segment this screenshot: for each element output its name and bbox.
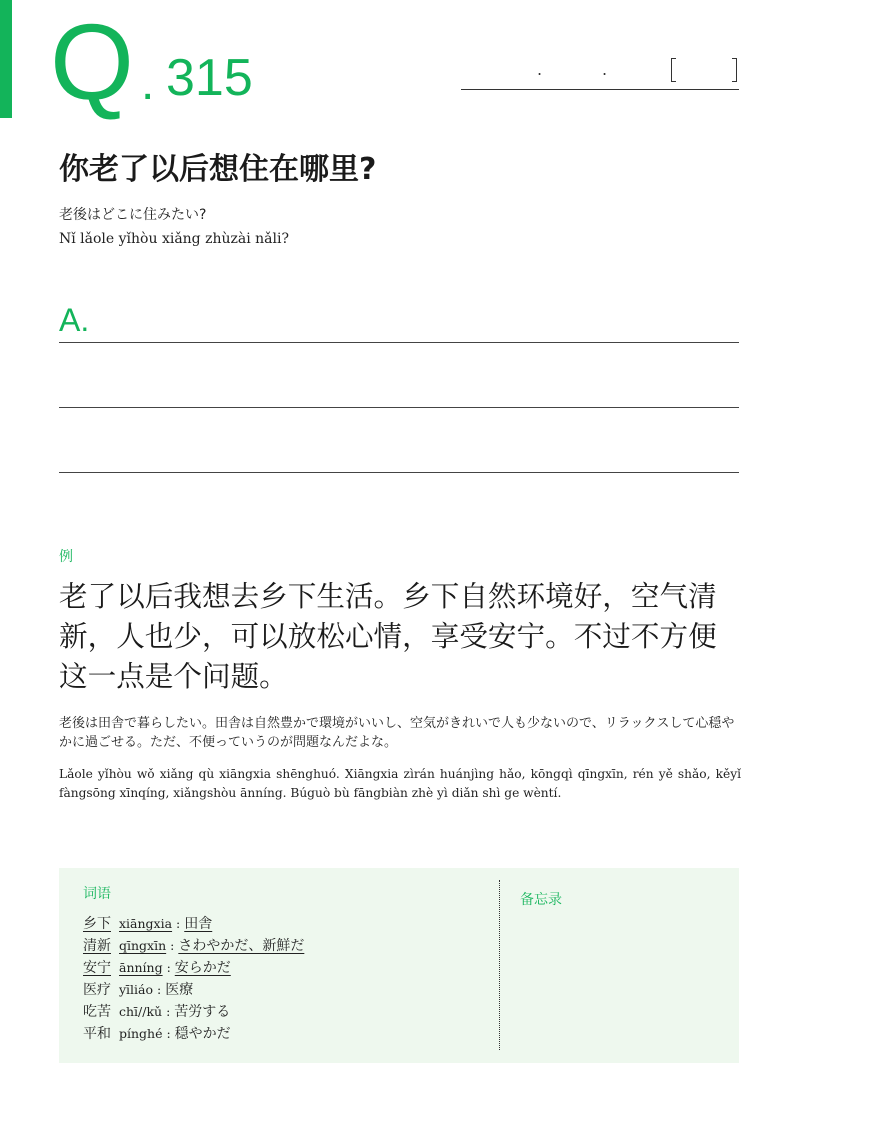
vocab-pinyin: chī//kǔ <box>119 1004 163 1019</box>
question-number: 315 <box>166 49 253 107</box>
question-pinyin: Nǐ lǎole yǐhòu xiǎng zhùzài nǎli? <box>59 231 289 247</box>
vocab-item <box>83 1002 304 1024</box>
vocab-item <box>83 980 304 1002</box>
vocab-pinyin: pínghé <box>119 1026 163 1041</box>
example-pinyin: Lǎole yǐhòu wǒ xiǎng qù xiāngxia shēnghuó. Xiāngxia zìrán huánjìng hǎo, kōngqì qīngxīn, rén yě shǎo, kěyǐ fàngsōng xīnqíng, xiǎngshòu ānníng. Búguò bù fāngbiàn zhè yì diǎn shì ge wèntí. <box>59 767 741 800</box>
answer-line-2[interactable] <box>59 407 739 408</box>
vocab-meaning: 穏やかだ <box>174 1026 231 1042</box>
bracket-right <box>732 58 737 82</box>
vocab-panel <box>59 868 739 1063</box>
memo-divider <box>499 880 500 1050</box>
example-japanese: 老後は田舎で暮らしたい。田舎は自然豊かで環境がいいし、空気がきれいで人も少ないので、リラックスして心穏やかに過ごせる。ただ、不便っていうのが問題なんだよな。 <box>59 716 735 750</box>
date-weekday-box[interactable] <box>671 58 737 82</box>
vocab-meaning: 安らかだ <box>174 960 231 976</box>
date-field[interactable] <box>461 56 739 90</box>
vocab-separator: : <box>162 1026 175 1041</box>
vocab-word: 吃苦 <box>83 1004 111 1020</box>
vocab-word: 平和 <box>83 1026 111 1042</box>
vocab-item <box>83 1024 304 1046</box>
vocab-list <box>83 914 304 1046</box>
vocab-meaning: 医療 <box>165 982 194 998</box>
answer-line-3[interactable] <box>59 472 739 473</box>
vocab-meaning: 田舎 <box>184 916 213 932</box>
vocab-title: 词语 <box>83 886 111 902</box>
vocab-word: 乡下 <box>83 916 111 932</box>
vocab-meaning: さわやかだ、新鮮だ <box>178 938 305 954</box>
vocab-meaning: 苦労する <box>174 1004 231 1020</box>
question-letter: Q <box>50 1 133 122</box>
vocab-pinyin: ānníng <box>119 960 163 975</box>
vocab-separator: : <box>162 1004 175 1019</box>
vocab-pinyin: yīliáo <box>119 982 154 997</box>
vocab-separator: : <box>172 916 185 931</box>
vocab-word: 安宁 <box>83 960 111 976</box>
vocab-pinyin: qīngxīn <box>119 938 167 953</box>
bracket-left <box>671 58 676 82</box>
accent-bar <box>0 0 12 118</box>
answer-label: A. <box>59 302 90 338</box>
question-japanese: 老後はどこに住みたい? <box>59 207 207 223</box>
date-separator-2: . <box>602 60 608 79</box>
vocab-separator: : <box>162 960 175 975</box>
example-chinese: 老了以后我想去乡下生活。乡下自然环境好，空气清新，人也少，可以放松心情，享受安宁。不过不方便这一点是个问题。 <box>59 579 717 693</box>
vocab-item <box>83 958 304 980</box>
vocab-item <box>83 936 304 958</box>
memo-title: 备忘录 <box>520 892 562 908</box>
vocab-separator: : <box>166 938 179 953</box>
question-chinese: 你老了以后想住在哪里? <box>59 152 377 187</box>
date-separator-1: . <box>537 60 543 79</box>
vocab-pinyin: xiāngxia <box>119 916 173 931</box>
vocab-separator: : <box>153 982 166 997</box>
answer-line-1[interactable] <box>59 342 739 343</box>
question-dot: . <box>141 57 155 110</box>
vocab-word: 清新 <box>83 938 111 954</box>
vocab-word: 医疗 <box>83 982 111 998</box>
example-label: 例 <box>59 549 73 565</box>
vocab-item <box>83 914 304 936</box>
